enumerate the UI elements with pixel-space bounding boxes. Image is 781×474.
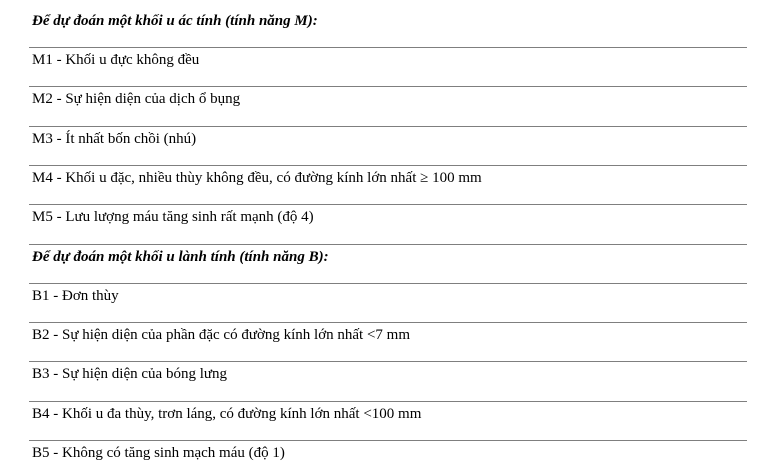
list-item-b3: B3 - Sự hiện diện của bóng lưng bbox=[32, 366, 227, 382]
list-item-b1: B1 - Đơn thùy bbox=[32, 288, 119, 304]
list-item-m3: M3 - Ít nhất bốn chồi (nhú) bbox=[32, 131, 197, 147]
list-item-m5: M5 - Lưu lượng máu tăng sinh rất mạnh (độ 4) bbox=[32, 209, 314, 225]
list-item-b2: B2 - Sự hiện diện của phần đặc có đường kính lớn nhất <7 mm bbox=[32, 327, 411, 343]
list-item-b5: B5 - Không có tăng sinh mạch máu (độ 1) bbox=[32, 445, 285, 461]
list-item-m2: M2 - Sự hiện diện của dịch ổ bụng bbox=[32, 91, 241, 107]
list-item-b4: B4 - Khối u đa thùy, trơn láng, có đường kính lớn nhất <100 mm bbox=[32, 406, 422, 422]
list-item-m4: M4 - Khối u đặc, nhiều thùy không đều, có đường kính lớn nhất ≥ 100 mm bbox=[32, 170, 482, 186]
benign-heading: Để dự đoán một khối u lành tính (tính năng B): bbox=[32, 249, 329, 265]
malignant-heading: Để dự đoán một khối u ác tính (tính năng M): bbox=[32, 13, 318, 29]
list-item-m1: M1 - Khối u đực không đều bbox=[32, 52, 200, 68]
